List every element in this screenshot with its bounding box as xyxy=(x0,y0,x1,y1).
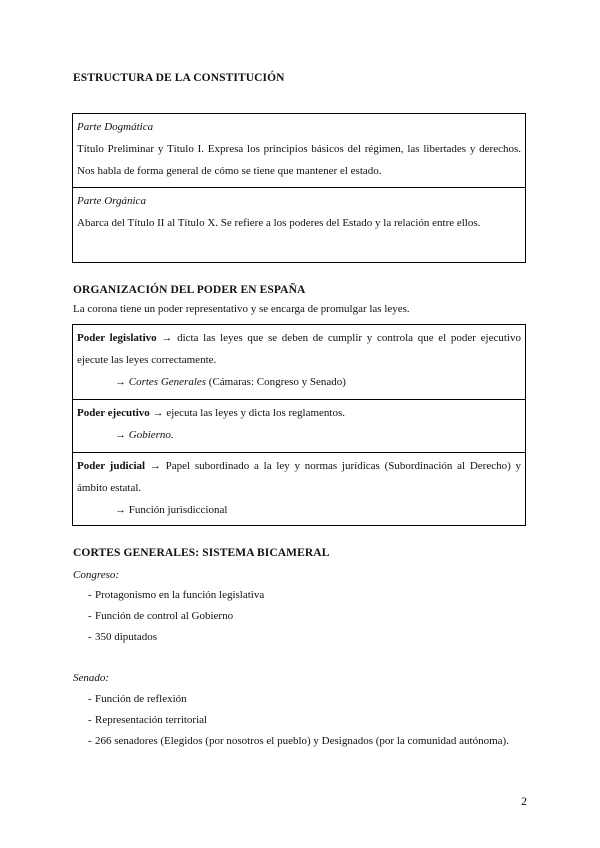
list-item: - Protagonismo en la función legislativa xyxy=(73,585,526,606)
estructura-table xyxy=(72,113,526,263)
list-item: - 266 senadores (Elegidos (por nosotros el pueblo) y Designados (por la comunidad autónoma). xyxy=(73,731,526,752)
cell-label: Parte Orgánica xyxy=(77,195,146,207)
page-number: 2 xyxy=(521,794,527,808)
cell-poder-legislativo: Poder legislativo → dicta las leyes que se deben de cumplir y controla que el poder ejecutivo ejecute las leyes correctamente. → Cortes Generales (Cámaras: Congreso y Senado) xyxy=(77,332,521,388)
cell-label: Parte Dogmática xyxy=(77,121,154,133)
poder-table xyxy=(72,324,526,526)
poder-organ: Gobierno. xyxy=(128,429,174,441)
list-item: - Función de control al Gobierno xyxy=(73,606,526,627)
heading-organizacion: ORGANIZACIÓN DEL PODER EN ESPAÑA xyxy=(73,284,306,296)
cell-parte-dogmatica xyxy=(73,114,525,187)
cell-parte-organica xyxy=(73,187,525,238)
cell-poder-ejecutivo: Poder ejecutivo → ejecuta las leyes y dicta los reglamentos. → Gobierno. xyxy=(73,399,525,452)
poder-organ: Función jurisdiccional xyxy=(128,504,228,516)
poder-text: dicta las leyes que se deben de cumplir y controla que el poder ejecutivo ejecute las leyes correctamente. xyxy=(77,332,521,366)
poder-organ: Cortes Generales xyxy=(128,376,207,388)
cell-poder-judicial: Poder judicial → Papel subordinado a la ley y normas jurídicas (Subordinación al Derecho) y ámbito estatal. → Función jurisdiccional xyxy=(73,452,525,525)
cell-text: Abarca del Título II al Título X. Se refiere a los poderes del Estado y la relación entre ellos. xyxy=(77,217,481,229)
poder-label: Poder judicial xyxy=(77,460,146,472)
poder-organ-note: (Cámaras: Congreso y Senado) xyxy=(208,376,346,388)
poder-text: Papel subordinado a la ley y normas jurídicas (Subordinación al Derecho) y ámbito estatal. xyxy=(77,460,522,494)
subheading-congreso: Congreso: xyxy=(73,569,120,581)
subheading-senado: Senado: xyxy=(73,672,110,684)
list-item: - Función de reflexión xyxy=(73,689,526,710)
poder-label: Poder ejecutivo xyxy=(77,407,150,419)
cell-text: Título Preliminar y Título I. Expresa los principios básicos del régimen, las libertades y derechos. Nos habla de forma general de cómo se tiene que mantener el estado. xyxy=(77,143,521,177)
heading-estructura: ESTRUCTURA DE LA CONSTITUCIÓN xyxy=(73,72,285,84)
heading-cortes: CORTES GENERALES: SISTEMA BICAMERAL xyxy=(73,547,330,559)
list-item: - Representación territorial xyxy=(73,710,526,731)
senado-list xyxy=(73,689,526,752)
intro-text: La corona tiene un poder representativo y se encarga de promulgar las leyes. xyxy=(73,303,410,315)
list-item: - 350 diputados xyxy=(73,627,526,648)
poder-label: Poder legislativo xyxy=(77,332,157,344)
poder-text: ejecuta las leyes y dicta los reglamentos. xyxy=(166,407,345,419)
congreso-list xyxy=(73,585,526,648)
